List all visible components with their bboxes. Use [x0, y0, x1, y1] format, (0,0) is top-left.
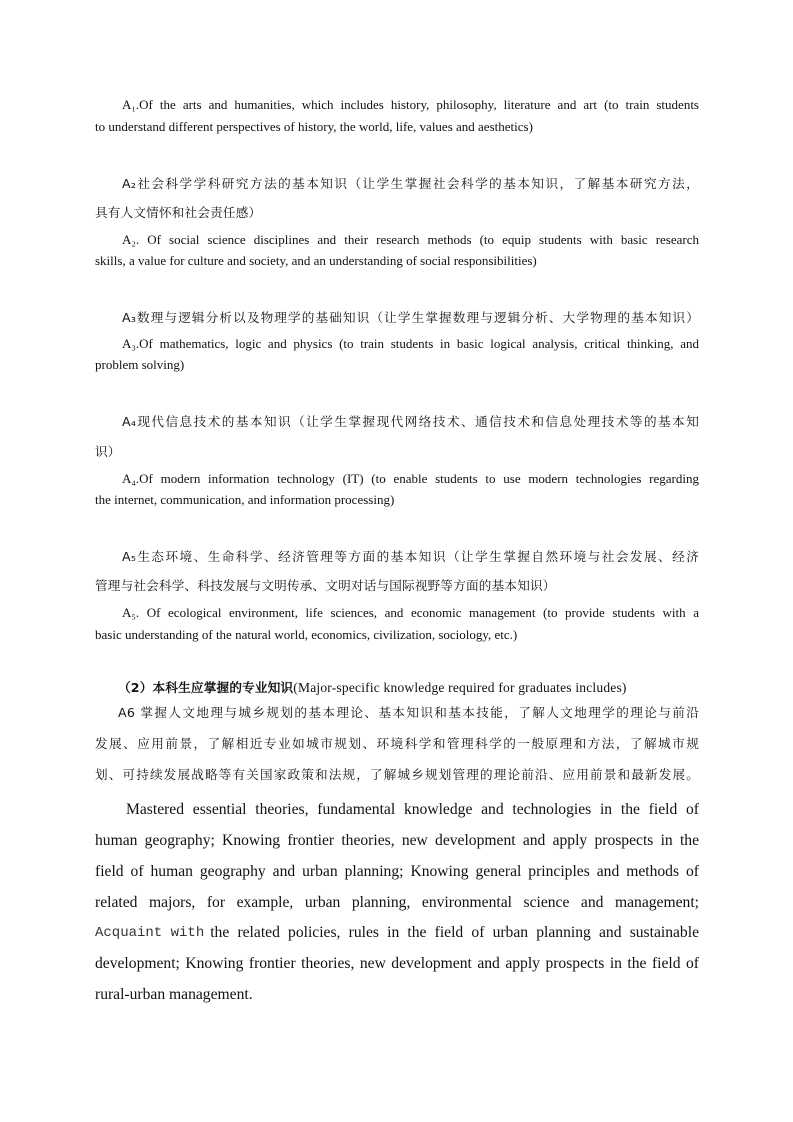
a6-en-line: human geography; Knowing frontier theories, new development and apply prospects in the: [95, 832, 699, 849]
a1-en-line: to understand different perspectives of history, the world, life, values and aesthetics): [95, 119, 533, 134]
a2-cn-line: A₂社会科学学科研究方法的基本知识（让学生掌握社会科学的基本知识，了解基本研究方法，: [122, 176, 699, 191]
a6-cn-line: 划、可持续发展战略等有关国家政策和法规，了解城乡规划管理的理论前沿、应用前景和最新发展。: [95, 767, 699, 782]
a5-cn-line: A₅生态环境、生命科学、经济管理等方面的基本知识（让学生掌握自然环境与社会发展、经济: [122, 549, 699, 564]
a6-en-line: [95, 923, 699, 943]
a4-en-line: A₄.Of modern information technology (IT) (to enable students to use modern technologies regarding: [122, 471, 699, 486]
section-heading: [118, 679, 722, 697]
a4-cn-line: A₄现代信息技术的基本知识（让学生掌握现代网络技术、通信技术和信息处理技术等的基本知: [122, 414, 699, 429]
a2-cn-line: 具有人文情怀和社会责任感）: [95, 205, 262, 220]
a6-en-line-rest: the related policies, rules in the field of urban planning and sustainable: [210, 924, 699, 941]
a6-en-mono-phrase: Acquaint with: [95, 925, 205, 941]
a3-en-line: A₃.Of mathematics, logic and physics (to train students in basic logical analysis, critical thinking, and: [122, 336, 699, 351]
a4-cn-line: 识）: [95, 444, 121, 459]
a5-cn-line: 管理与社会科学、科技发展与文明传承、文明对话与国际视野等方面的基本知识）: [95, 578, 556, 593]
a6-cn-line: 发展、应用前景，了解相近专业如城市规划、环境科学和管理科学的一般原理和方法，了解城市规: [95, 736, 699, 751]
a6-en-line: Mastered essential theories, fundamental knowledge and technologies in the field of: [126, 801, 699, 818]
a6-cn-line: A6 掌握人文地理与城乡规划的基本理论、基本知识和基本技能，了解人文地理学的理论与前沿: [118, 705, 699, 720]
a4-en-line: the internet, communication, and information processing): [95, 492, 395, 507]
a6-en-line: related majors, for example, urban planning, environmental science and management;: [95, 894, 699, 911]
a5-en-line: A₅. Of ecological environment, life sciences, and economic management (to provide students with a: [122, 605, 699, 620]
section-heading-cn: （2）本科生应掌握的专业知识: [118, 680, 294, 695]
a2-en-line: skills, a value for culture and society, and an understanding of social responsibilities): [95, 253, 537, 268]
a3-en-line: problem solving): [95, 357, 185, 372]
a2-en-line: A₂. Of social science disciplines and their research methods (to equip students with basic research: [122, 232, 699, 247]
a1-en-line: A₁.Of the arts and humanities, which includes history, philosophy, literature and art (to train students: [122, 97, 699, 112]
section-heading-en: (Major-specific knowledge required for graduates includes): [293, 680, 627, 695]
a6-en-line: field of human geography and urban planning; Knowing general principles and methods of: [95, 863, 699, 880]
a6-en-line: rural-urban management.: [95, 986, 253, 1003]
a3-cn-line: A₃数理与逻辑分析以及物理学的基础知识（让学生掌握数理与逻辑分析、大学物理的基本知识）: [122, 310, 699, 325]
a5-en-line: basic understanding of the natural world, economics, civilization, sociology, etc.): [95, 627, 518, 642]
a6-en-line: development; Knowing frontier theories, new development and apply prospects in the field of: [95, 955, 699, 972]
